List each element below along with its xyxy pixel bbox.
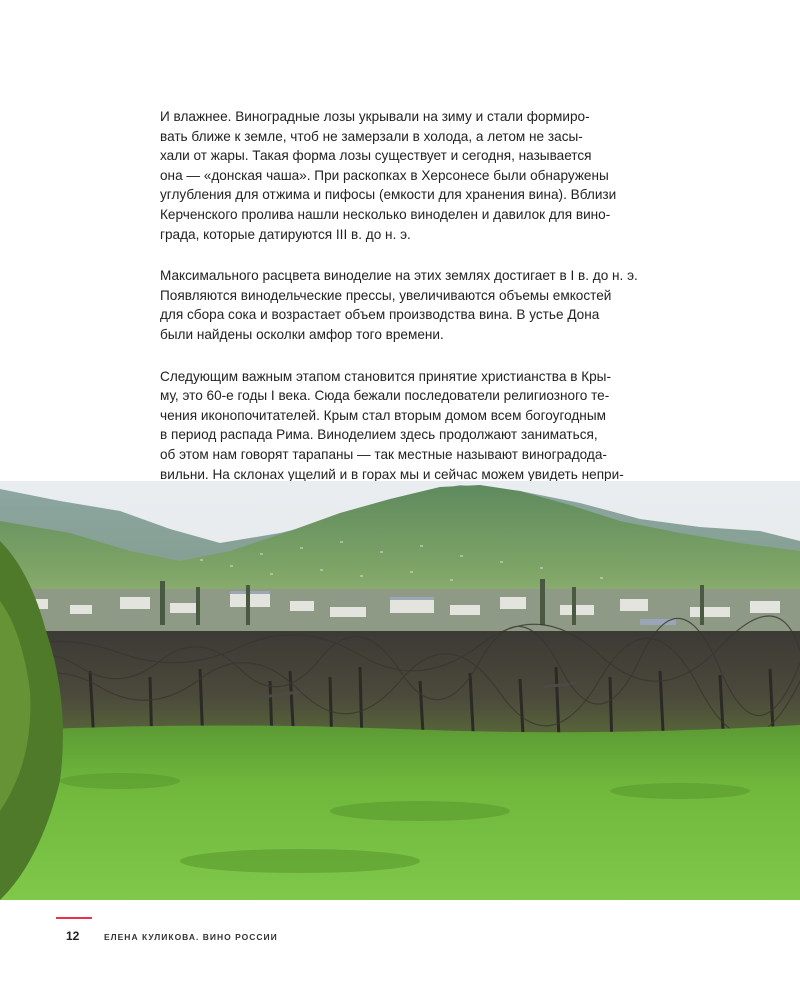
page-number: 12 (66, 929, 80, 943)
text-line: Керченского пролива нашли несколько виноделен и давилок для вино- (160, 206, 611, 222)
footer-accent-rule (56, 917, 92, 919)
text-line: града, которые датируются III в. до н. э. (160, 226, 411, 242)
text-line: Максимального расцвета виноделие на этих землях достигает в I в. до н. э. (160, 268, 638, 284)
text-line: хали от жары. Такая форма лозы существует и сегодня, называется (160, 148, 592, 164)
text-line: для сбора сока и возрастает объем производства вина. В устье Дона (160, 307, 600, 323)
text-line: вильни. На склонах ущелий и в горах мы и сейчас можем увидеть непри- (160, 466, 624, 482)
running-title: ЕЛЕНА КУЛИКОВА. ВИНО РОССИИ (104, 932, 278, 942)
text-line: она — «донская чаша». При раскопках в Херсонесе были обнаружены (160, 167, 609, 183)
article-body (160, 107, 660, 526)
text-line: углубления для отжима и пифосы (емкости для хранения вина). Вблизи (160, 187, 617, 203)
text-line: об этом нам говорят тарапаны — так местные называют виноградода- (160, 446, 607, 462)
paragraph (160, 266, 660, 344)
paragraph (160, 107, 660, 244)
text-line: в период распада Рима. Виноделием здесь продолжают заниматься, (160, 427, 598, 443)
text-line: Появляются винодельческие прессы, увеличиваются объемы емкостей (160, 287, 612, 303)
text-line: были найдены осколки амфор того времени. (160, 326, 444, 342)
text-line: Следующим важным этапом становится принятие христианства в Кры- (160, 368, 611, 384)
text-line: му, это 60-е годы I века. Сюда бежали последователи религиозного те- (160, 388, 610, 404)
text-line: И влажнее. Виноградные лозы укрывали на зиму и стали формиро- (160, 109, 590, 124)
text-line: чения иконопочитателей. Крым стал вторым домом всем богоугодным (160, 407, 606, 423)
text-line: вать ближе к земле, чтоб не замерзали в холода, а летом не засы- (160, 128, 583, 144)
vineyard-photo (0, 481, 800, 900)
